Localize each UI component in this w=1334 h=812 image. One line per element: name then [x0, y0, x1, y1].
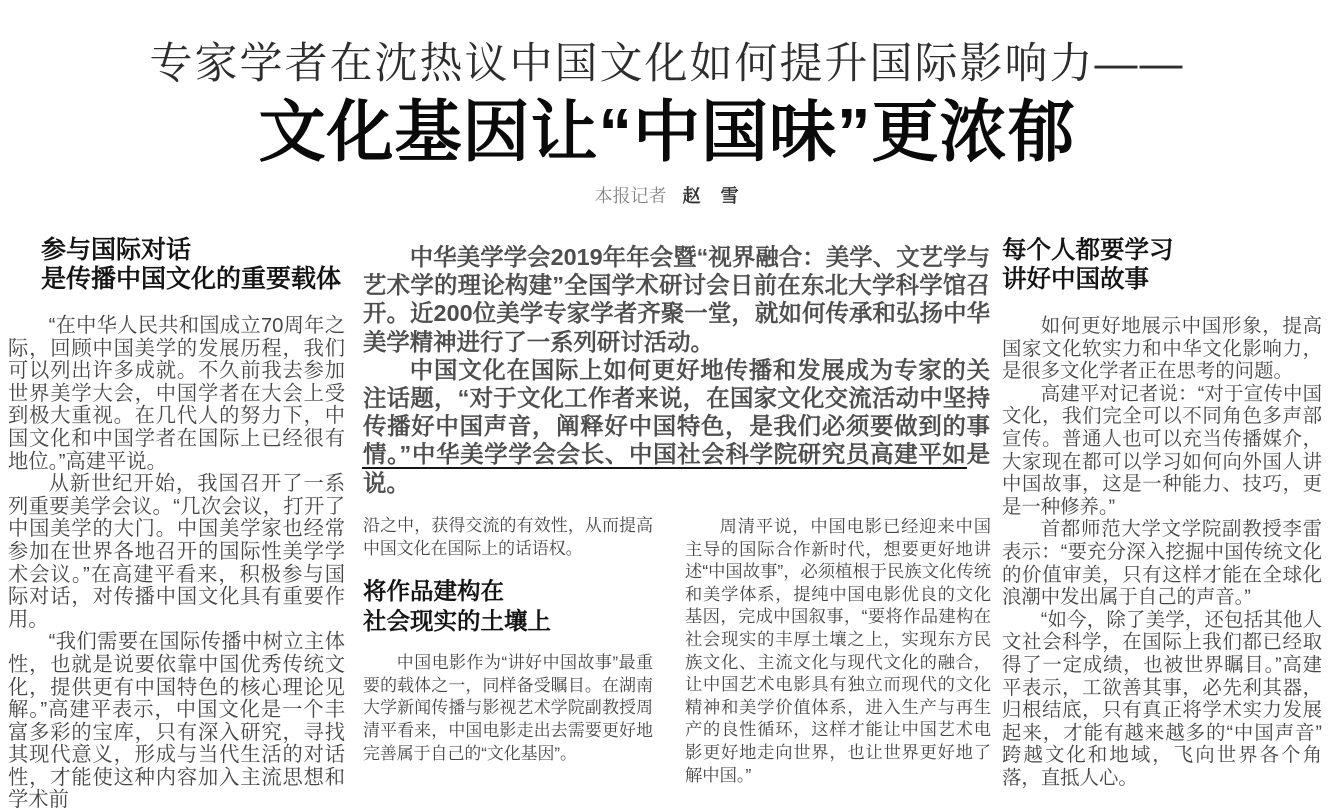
- section-heading-everyone-tell-china-story: [1002, 236, 1322, 294]
- section-heading-international-dialogue: [8, 236, 345, 294]
- paragraph: 如何更好地展示中国形象，提高国家文化软实力和中华文化影响力，是很多文化学者正在思考的问题。: [1002, 315, 1322, 383]
- heading-line: 每个人都要学习: [1002, 237, 1174, 264]
- column-4: [1002, 236, 1322, 789]
- paragraph: “如今，除了美学，还包括其他人文社会科学，在国际上我们都已经取得了一定成绩，也被世界瞩目。”高建平表示，工欲善其事，必先利其器，归根结底，只有真正将学术实力发展起来，才能有越来越多的“中国声音”跨越文化和地域，飞向世界各个角落，直抵人心。: [1002, 608, 1322, 789]
- heading-line: 将作品建构在: [363, 578, 504, 605]
- page-title: 文化基因让“中国味”更浓郁: [258, 95, 1076, 170]
- paragraph: “在中华人民共和国成立70周年之际，回顾中国美学的发展历程，我们可以列出许多成就。不久前我去参加世界美学大会，中国学者在大会上受到极大重视。在几代人的努力下，中国文化和中国学者在国际上已经很有地位。”高建平说。: [8, 315, 345, 473]
- paragraph: 中国电影作为“讲好中国故事”最重要的载体之一，同样备受瞩目。在湖南大学新闻传播与影视艺术学院副教授周清平看来，中国电影走出去需要更好地完善属于自己的“文化基因”。: [363, 653, 653, 763]
- column-1: [8, 236, 345, 812]
- column-3: [685, 515, 991, 786]
- byline-name: 赵 雪: [682, 186, 740, 206]
- heading-line: 社会现实的土壤上: [363, 608, 551, 635]
- byline: [0, 185, 1334, 207]
- paragraph: 周清平说，中国电影已经迎来中国主导的国际合作新时代，想要更好地讲述“中国故事”，必须植根于民族文化传统和美学体系，提纯中国电影优良的文化基因，完成中国叙事，“要将作品建构在社会现实的丰厚土壤之上，实现东方民族文化、主流文化与现代文化的融合，让中国艺术电影具有独立而现代的文化精神和美学价值体系，进入生产与再生产的良性循环，这样才能让中国艺术电影更好地走向世界，也让世界更好地了解中国。”: [685, 516, 991, 785]
- heading-line: 讲好中国故事: [1002, 266, 1149, 293]
- kicker: 专家学者在沈热议中国文化如何提升国际影响力——: [149, 40, 1185, 88]
- section-heading-build-on-social-reality: [363, 576, 653, 636]
- article-header: [0, 40, 1334, 207]
- heading-line: 参与国际对话: [41, 236, 192, 264]
- paragraph: 首都师范大学文学院副教授李雷表示：“要充分深入挖掘中国传统文化的价值审美，只有这样才能在全球化浪潮中发出属于自己的声音。”: [1002, 518, 1322, 609]
- lede-paragraph: 中华美学学会2019年年会暨“视界融合：美学、文艺学与艺术学的理论构建”全国学术研讨会日前在东北大学科学馆召开。近200位美学专家学者齐聚一堂，就如何传承和弘扬中华美学精神进行了一系列研讨活动。: [363, 244, 990, 355]
- heading-line: 是传播中国文化的重要载体: [41, 265, 342, 293]
- column-2: [363, 515, 653, 765]
- paragraph: 从新世纪开始，我国召开了一系列重要美学会议。“几次会议，打开了中国美学的大门。中国美学家也经常参加在世界各地召开的国际性美学学术会议。”在高建平看来，积极参与国际对话，对传播中国文化具有重要作用。: [8, 473, 345, 631]
- paragraph-continuation: 沿之中，获得交流的有效性，从而提高中国文化在国际上的话语权。: [363, 516, 653, 558]
- lede-block: [363, 243, 990, 497]
- lede-paragraph: 中国文化在国际上如何更好地传播和发展成为专家的关注话题，“对于文化工作者来说，在国家文化交流活动中坚持传播好中国声音，阐释好中国特色，是我们必须要做到的事情。”中华美学学会会长、中国社会科学院研究员高建平如是说。: [363, 356, 990, 496]
- paragraph: 高建平对记者说：“对于宣传中国文化，我们完全可以不同角色多声部宣传。普通人也可以充当传播媒介，大家现在都可以学习如何向外国人讲中国故事，这是一种能力、技巧，更是一种修养。”: [1002, 382, 1322, 518]
- byline-prefix: 本报记者: [594, 186, 667, 206]
- paragraph: “我们需要在国际传播中树立主体性，也就是说要依靠中国优秀传统文化，提供更有中国特色的核心理论见解。”高建平表示，中国文化是一个丰富多彩的宝库，只有深入研究，寻找其现代意义，形成与当代生活的对话性，才能使这种内容加入主流思想和学术前: [8, 631, 345, 812]
- lede-divider-rule: [362, 467, 967, 469]
